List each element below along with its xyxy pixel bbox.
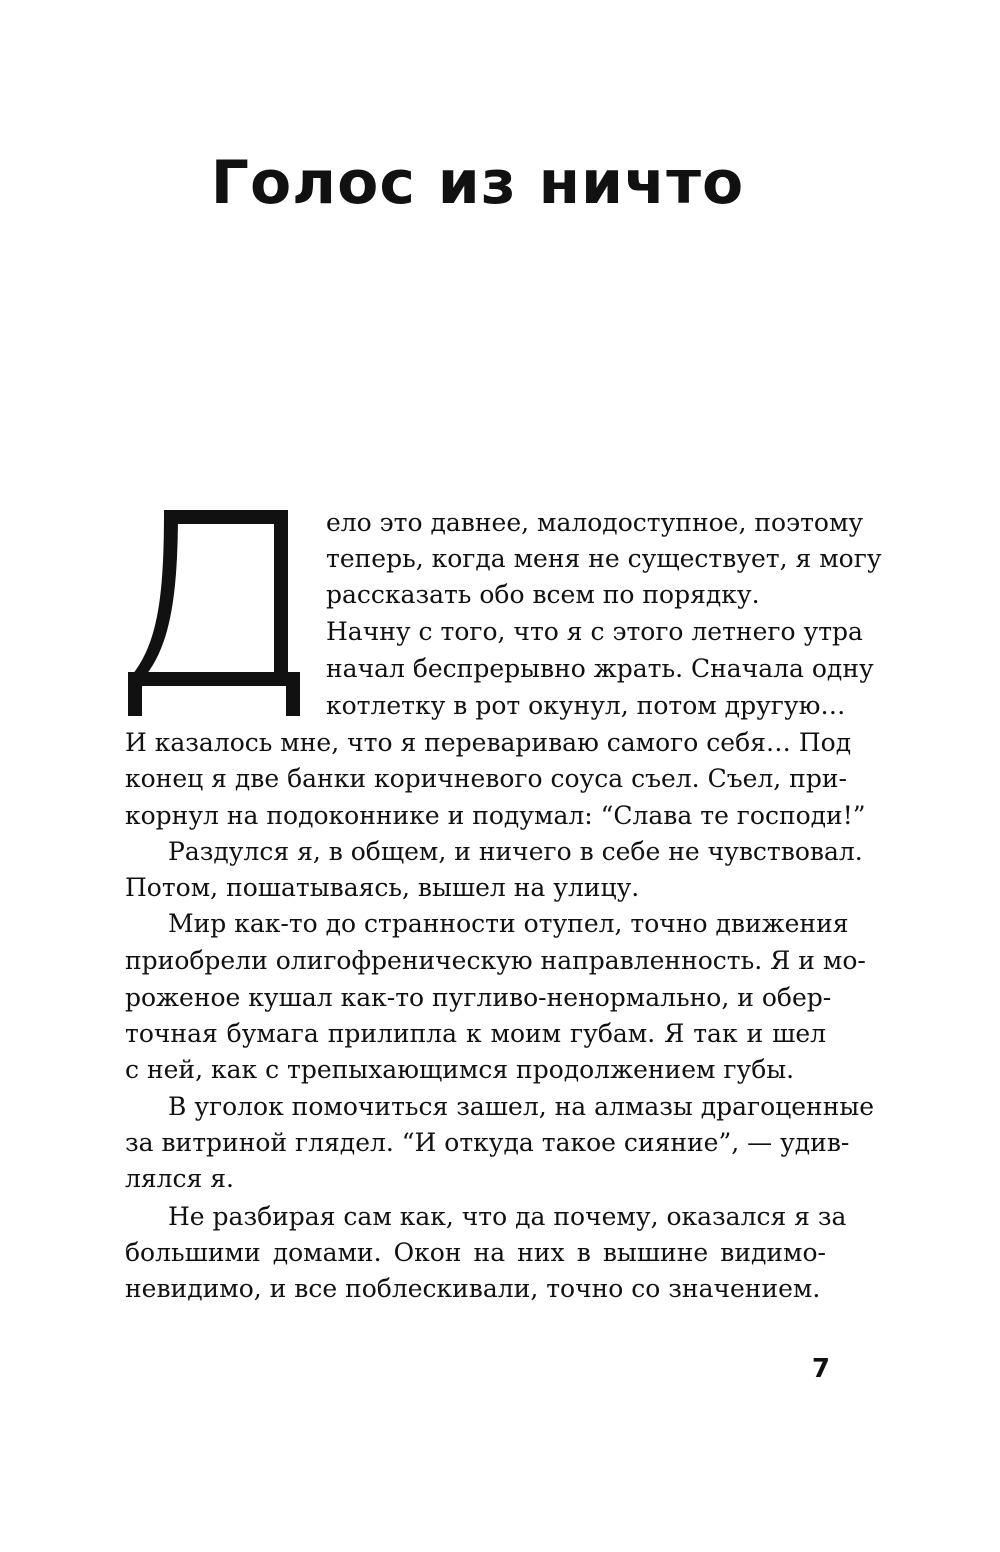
text-line: корнул на подоконнике и подумал: “Слава те господи!”	[125, 801, 866, 830]
chapter-title: Голос из ничто	[210, 148, 745, 218]
text-line: за витриной глядел. “И откуда такое сияние”, — удив-	[125, 1128, 850, 1157]
text-line: теперь, когда меня не существует, я могу	[326, 544, 882, 573]
text-line: Мир как-то до странности отупел, точно движения	[168, 909, 849, 938]
text-line: точная бумага прилипла к моим губам. Я так и шел	[125, 1019, 826, 1048]
text-line: И казалось мне, что я перевариваю самого себя… Под	[125, 728, 852, 757]
text-line: большими домами. Окон на них в вышине видимо-	[125, 1238, 826, 1267]
text-line: лялся я.	[125, 1164, 234, 1193]
text-line: начал беспрерывно жрать. Сначала одну	[326, 654, 874, 683]
drop-cap-letter	[120, 508, 306, 716]
text-line: Раздулся я, в общем, и ничего в себе не чувствовал.	[168, 837, 863, 866]
drop-cap-glyph	[120, 508, 306, 716]
text-line: Потом, пошатываясь, вышел на улицу.	[125, 873, 640, 902]
text-line: конец я две банки коричневого соуса съел. Съел, при-	[125, 764, 847, 793]
text-line: В уголок помочиться зашел, на алмазы драгоценные	[168, 1092, 875, 1121]
text-line: невидимо, и все поблескивали, точно со значением.	[125, 1274, 821, 1303]
text-line: с ней, как с трепыхающимся продолжением губы.	[125, 1055, 795, 1084]
page-number: 7	[811, 1354, 830, 1384]
text-line: Начну с того, что я с этого летнего утра	[326, 617, 863, 646]
text-line: рассказать обо всем по порядку.	[326, 580, 760, 609]
text-line: приобрели олигофреническую направленность. Я и мо-	[125, 946, 866, 975]
text-line: ело это давнее, малодоступное, поэтому	[326, 508, 864, 537]
text-line: роженое кушал как-то пугливо-ненормально, и обер-	[125, 983, 832, 1012]
text-line: Не разбирая сам как, что да почему, оказался я за	[168, 1202, 847, 1231]
text-line: котлетку в рот окунул, потом другую…	[326, 691, 846, 720]
